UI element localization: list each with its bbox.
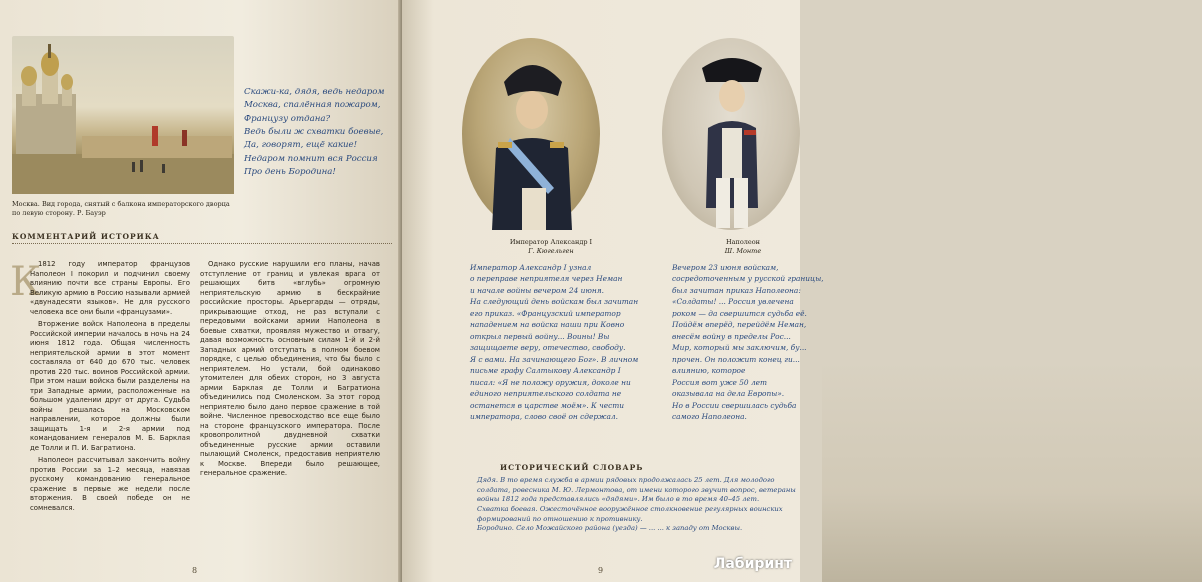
page-number-right: 9 xyxy=(598,566,604,575)
alexander-portrait xyxy=(462,38,600,230)
dictionary-line: формирований по отношению к противнику. xyxy=(477,514,643,523)
note-line: защищаете веру, отечество, свободу. xyxy=(470,343,626,353)
note-line: На следующий день войскам был зачитан xyxy=(470,297,639,307)
note-line: прочен. Он положит конец ги... xyxy=(672,354,800,364)
battle-background xyxy=(822,360,1202,582)
note-line: его приказ. «Французский император xyxy=(470,308,621,318)
note-line: императора, слово своё он сдержал. xyxy=(470,412,618,422)
note-line: Пойдём вперёд, перейдём Неман, xyxy=(672,320,807,330)
note-line: сосредоточенным у русской границы, xyxy=(672,274,824,284)
note-line: Мир, который мы заключим, бу... xyxy=(672,343,807,353)
note-line: нападением на войска наши при Ковно xyxy=(470,320,625,330)
alexander-note xyxy=(470,262,660,423)
text-column-1 xyxy=(30,260,190,516)
poem-line: Москва, спалённая пожаром, xyxy=(244,100,381,111)
dictionary-title: ИСТОРИЧЕСКИЙ СЛОВАРЬ xyxy=(500,463,644,472)
poem-line: Да, говорят, ещё какие! xyxy=(244,140,358,151)
note-line: письме графу Салтыкову Александр I xyxy=(470,366,621,376)
napoleon-portrait-graphic xyxy=(662,38,800,230)
poem xyxy=(244,86,394,179)
note-line: был зачитан приказ Наполеона: xyxy=(672,285,801,295)
napoleon-note xyxy=(672,262,824,423)
note-line: Император Александр I узнал xyxy=(470,263,592,272)
left-page xyxy=(0,0,402,582)
note-line: оказывала на дела Европы». xyxy=(672,389,785,399)
poem-line: Ведь были ж схватки боевые, xyxy=(244,126,384,137)
note-line: останется в царстве моём». К чести xyxy=(470,400,624,410)
alexander-caption-artist: Г. Кюгельген xyxy=(528,246,574,255)
painting-caption: Москва. Вид города, снятый с балкона императорского дворца по левую сторону. Р. Бауэр xyxy=(12,200,230,217)
note-line: Вечером 23 июня войскам, xyxy=(672,263,779,272)
poem-line: Недаром помнит вся Россия xyxy=(244,153,378,164)
note-line: роком — да свершится судьба её. xyxy=(672,308,807,318)
dictionary xyxy=(477,476,795,534)
poem-line: Скажи-ка, дядя, ведь недаром xyxy=(244,87,385,97)
dictionary-line: Бородино. Село Можайского района (уезда) — ... ... к западу от Москвы. xyxy=(477,524,743,533)
watermark-logo: Лабиринт xyxy=(713,556,792,572)
alexander-caption xyxy=(496,238,606,256)
dictionary-line: войны 1812 года представлялись «дядями». Им было в то время 40–45 лет. xyxy=(477,495,760,504)
note-line: влиянию, которое xyxy=(672,366,746,376)
napoleon-portrait xyxy=(662,38,800,230)
paragraph: Наполеон рассчитывал закончить войну против России за 1–2 месяца, навязав русскому командованию генеральное сражение в первые же недели после вторжения. В своей победе он не сомневался. xyxy=(30,456,190,512)
note-line: открыл первый войну... Воины! Вы xyxy=(470,331,610,341)
alexander-portrait-graphic xyxy=(462,38,600,230)
poem-line: Про день Бородина! xyxy=(244,166,336,177)
note-line: внесём войну в пределы Рос... xyxy=(672,331,791,341)
note-line: Россия вот уже 50 лет xyxy=(672,377,768,387)
note-line: единого неприятельского солдата не xyxy=(470,389,622,399)
section-heading: КОММЕНТАРИЙ ИСТОРИКА xyxy=(12,232,392,244)
napoleon-caption-name: Наполеон xyxy=(725,238,760,246)
page-number-left: 8 xyxy=(192,566,198,575)
note-line: Я с вами. На зачинающего Бог». В личном xyxy=(470,354,639,364)
moscow-painting-graphic xyxy=(12,36,234,194)
note-line: «Солдаты! ... Россия увлечена xyxy=(672,297,794,307)
alexander-caption-name: Император Александр I xyxy=(509,238,593,246)
note-line: о переправе неприятеля через Неман xyxy=(470,274,623,284)
note-line: самого Наполеона. xyxy=(672,412,747,422)
napoleon-caption-artist: Ш. Монте xyxy=(724,246,762,255)
note-line: Но в России свершилась судьба xyxy=(672,400,797,410)
paragraph: Однако русские нарушили его планы, начав отступление от границ и увлекая врага от решающих битв «вглубь» огромную неприятельскую армию в бескрайние российские просторы. Арьергарды — отряды, прикрывающие отход, не раз вступали с передовыми войсками армии Наполеона в боевые схватки, проявляя мужество и отвагу, давая возможность основным силам 1-й и 2-й Западных армий отступать в полном боевом порядке, с целью объединения, что бы было с неприятелем. Но устали, бой одинаково утомителен для обеих сторон, но 3 августа армии Барклая де Толли и Багратиона объединились под Смоленском. За этот город неприятелю было дано первое сражение в той войне. Численное превосходство все еще было на стороне французского императора. После кровопролитной двудневной схватки объединенные русские армии оставили пылающий Смоленск, предоставив неприятелю к Москве. Впереди было решающее, генеральное сражение. xyxy=(200,260,380,478)
paragraph: Вторжение войск Наполеона в пределы Российской империи началось в ночь на 24 июня 1812 года. Общая численность неприятельской армии в этот момент составляла от 640 до 670 тыс. человек против 220 тыс. воинов Российской армии. При этом наши войска были разделены на три Западные армии, расположенные на большом удалении друг от друга. Судьба войны решалась на Московском направлении, которое должны были защищать 1-я и 2-я армии под командованием генералов М. Б. Барклая де Толли и П. И. Багратиона. xyxy=(30,320,190,452)
text-column-2 xyxy=(200,260,380,482)
moscow-painting xyxy=(12,36,234,194)
dictionary-line: Схватка боевая. Ожесточённое вооружённое столкновение регулярных воинских xyxy=(477,504,783,513)
note-line: писал: «Я не положу оружия, доколе ни xyxy=(470,377,631,387)
poem-line: Французу отдана? xyxy=(244,113,331,124)
dictionary-line: солдата, ровесника М. Ю. Лермонтова, от имени которого звучит вопрос, ветераны xyxy=(477,485,796,494)
napoleon-caption xyxy=(708,238,778,256)
dictionary-line: Дядя. В то время служба в армии рядовых продолжалась 25 лет. Для молодого xyxy=(477,476,775,484)
paragraph: 1812 году император французов Наполеон I покорил и подчинил своему влиянию почти все страны Европы. Его Великую армию в Россию называли армией «двунадесяти языков». Не для русского человека все они были «французами». xyxy=(30,260,190,316)
drop-cap: К xyxy=(10,259,41,305)
note-line: и начале войны вечером 24 июня. xyxy=(470,285,604,295)
